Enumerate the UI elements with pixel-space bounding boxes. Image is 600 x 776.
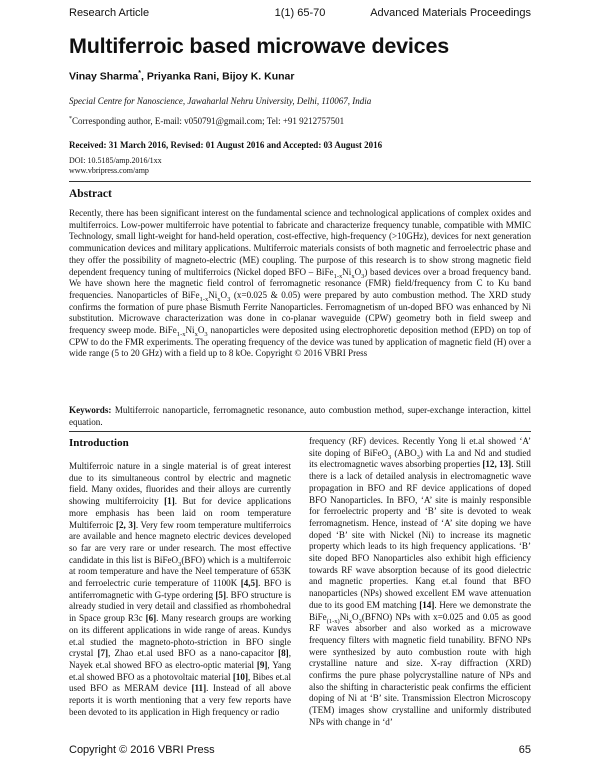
author-1: Vinay Sharma <box>69 70 139 83</box>
footer-copyright: Copyright © 2016 VBRI Press <box>69 744 215 756</box>
keywords-text: Multiferroic nanoparticle, ferromagnetic resonance, auto combustion method, super-exchange interaction, kittel equation. <box>69 405 531 427</box>
divider-top <box>69 181 531 182</box>
affiliation: Special Centre for Nanoscience, Jawaharlal Nehru University, Delhi, 110067, India <box>69 96 372 106</box>
volume-pages: 1(1) 65-70 <box>274 7 326 19</box>
corresponding-author <box>69 116 344 126</box>
abstract-body: Recently, there has been significant interest on the fundamental science and technological applications of complex oxides and multiferroics. Low-power multiferroic have potential to fabricate and characterize frequency tunable, compatible with MMIC Technology, small light-weight for hand-held operation, cost-effective, high-frequency (>10GHz), devices for next generation communication devices and military applications. Multiferroic materials consists of both magnetic and ferroelectric phase and they offer the possibility of magneto-electric (ME) coupling. The purpose of this research is to show strong magnetic field dependent frequency tuning of multiferroics (Nickel doped BFO – $BiFe_{1-x}Ni_xO_3$) based devices over a broad frequency band. We have shown here the magnetic field control of ferromagnetic resonance (FMR) field/frequency from C to Ku band frequencies. Nanoparticles of $BiFe_{1-x}Ni_xO_3$ (x=0.025 & 0.05) were prepared by auto combustion method. The XRD study confirms the formation of pure phase Bismuth Ferrite Nanoparticles. Ferromagnetism of un-doped BFO was enhanced by Ni substitution. Microwave characterization was done in co-planar waveguide (CPW) geometry both in field sweep and frequency sweep mode. $BiFe_{1-x}Ni_xO_3$ nanoparticles were deposited using electrophoretic deposition method (EPD) on top of CPW to do the FMR experiments. The operating frequency of the device was tuned by application of magnetic field (H) over a wide range (5 to 20 GHz) with a field up to 8 kOe. Copyright © 2016 VBRI Press <box>69 208 532 359</box>
author-list <box>69 70 294 83</box>
abstract-heading: Abstract <box>69 188 112 200</box>
article-type: Research Article <box>69 7 150 19</box>
page-footer <box>69 744 531 758</box>
author-1-mark: * <box>138 70 141 77</box>
article-dates: Received: 31 March 2016, Revised: 01 August 2016 and Accepted: 03 August 2016 <box>69 140 383 150</box>
corresponding-text: Corresponding author, E-mail: v050791@gmail.com; Tel: +91 9212757501 <box>72 116 345 126</box>
doi: DOI: 10.5185/amp.2016/1xx <box>69 156 162 165</box>
journal-website: www.vbripress.com/amp <box>69 166 149 175</box>
page-number: 65 <box>518 744 531 756</box>
journal-name: Advanced Materials Proceedings <box>370 7 531 19</box>
other-authors: , Priyanka Rani, Bijoy K. Kunar <box>141 70 295 83</box>
keywords <box>69 405 531 428</box>
corresponding-mark: * <box>69 116 72 122</box>
running-header <box>69 7 531 21</box>
paper-title: Multiferroic based microwave devices <box>69 34 449 58</box>
divider-bottom <box>69 431 531 432</box>
keywords-label: Keywords: <box>69 405 112 415</box>
intro-column-right: frequency (RF) devices. Recently Yong li et.al showed ‘A’ site doping of BiFeO$_3$ $(ABO_3)$ with La and Nd and studied its electromagnetic waves absorbing properties [12, 13]. Still there is a lack of detailed analysis in electromagnetic wave propagation in BFO and RF device applications of doped BFO Nanoparticles. In BFO, ‘A’ site is mainly responsible for ferroelectric property and ‘B’ site is devoted to weak ferromagnetism. Hence, instead of ‘A’ site doping we have doped ‘B’ site with Nickel (Ni) to increase its magnetic property which leads to its high frequency applications. ‘B’ site doped BFO Nanoparticles also exhibit high efficiency towards RF wave absorption because of its good dielectric and magnetic properties. Kang et.al found that BFO nanoparticles (NPs) showed excellent EM wave attenuation due to its good EM matching [14]. Here we demonstrate the $BiFe_{(1-x)}Ni_xO_3(BFNO)$ NPs with x=0.025 and 0.05 as good RF waves absorber and also worked as a microwave frequency filters with magnetic field tunability. BFNO NPs were synthesized by auto combustion route with high crystalline nature and size. X-ray diffraction (XRD) confirms the pure phase polycrystalline nature of NPs and also the shifting in characteristic peak confirms the efficient doping of Ni at ‘B’ site. Transmission Electron Microscopy (TEM) images show crystalline and uniformly distributed NPs with change in ‘d’ <box>309 436 532 727</box>
intro-column-left: Multiferroic nature in a single material is of great interest due to its simultaneous control by electric and magnetic field. Many oxides, fluorides and their alloys are currently showing multiferroicity [1]. But for device applications more emphasis has been laid on room temperature Multiferroic [2, 3]. Very few room temperature multiferroics are available and hence magneto electric devices developed so far are very rare or under research. The most effective candidate in this list is BiFeO$_3$(BFO) which is a multiferroic at room temperature and have the Neel temperature of 653K and ferroelectric curie temperature of 1100K [4,5]. BFO is antiferromagnetic with G-type ordering [5]. BFO structure is already studied in very detail and classified as rhombohedral in Space group R3c [6]. Many research groups are working on its different applications in wide range of areas. Kundys et.al studied the magneto-photo-striction in BFO single crystal [7], Zhao et.al used BFO as a nano-capacitor [8], Nayek et.al showed BFO as electro-optic material [9], Yang et.al showed BFO as a photovoltaic material [10], Bibes et.al used BFO as MERAM device [11]. Instead of all above reports it is worth mentioning that a very few reports have been devoted to its application in High frequency or radio <box>69 461 292 717</box>
introduction-heading: Introduction <box>69 437 129 449</box>
